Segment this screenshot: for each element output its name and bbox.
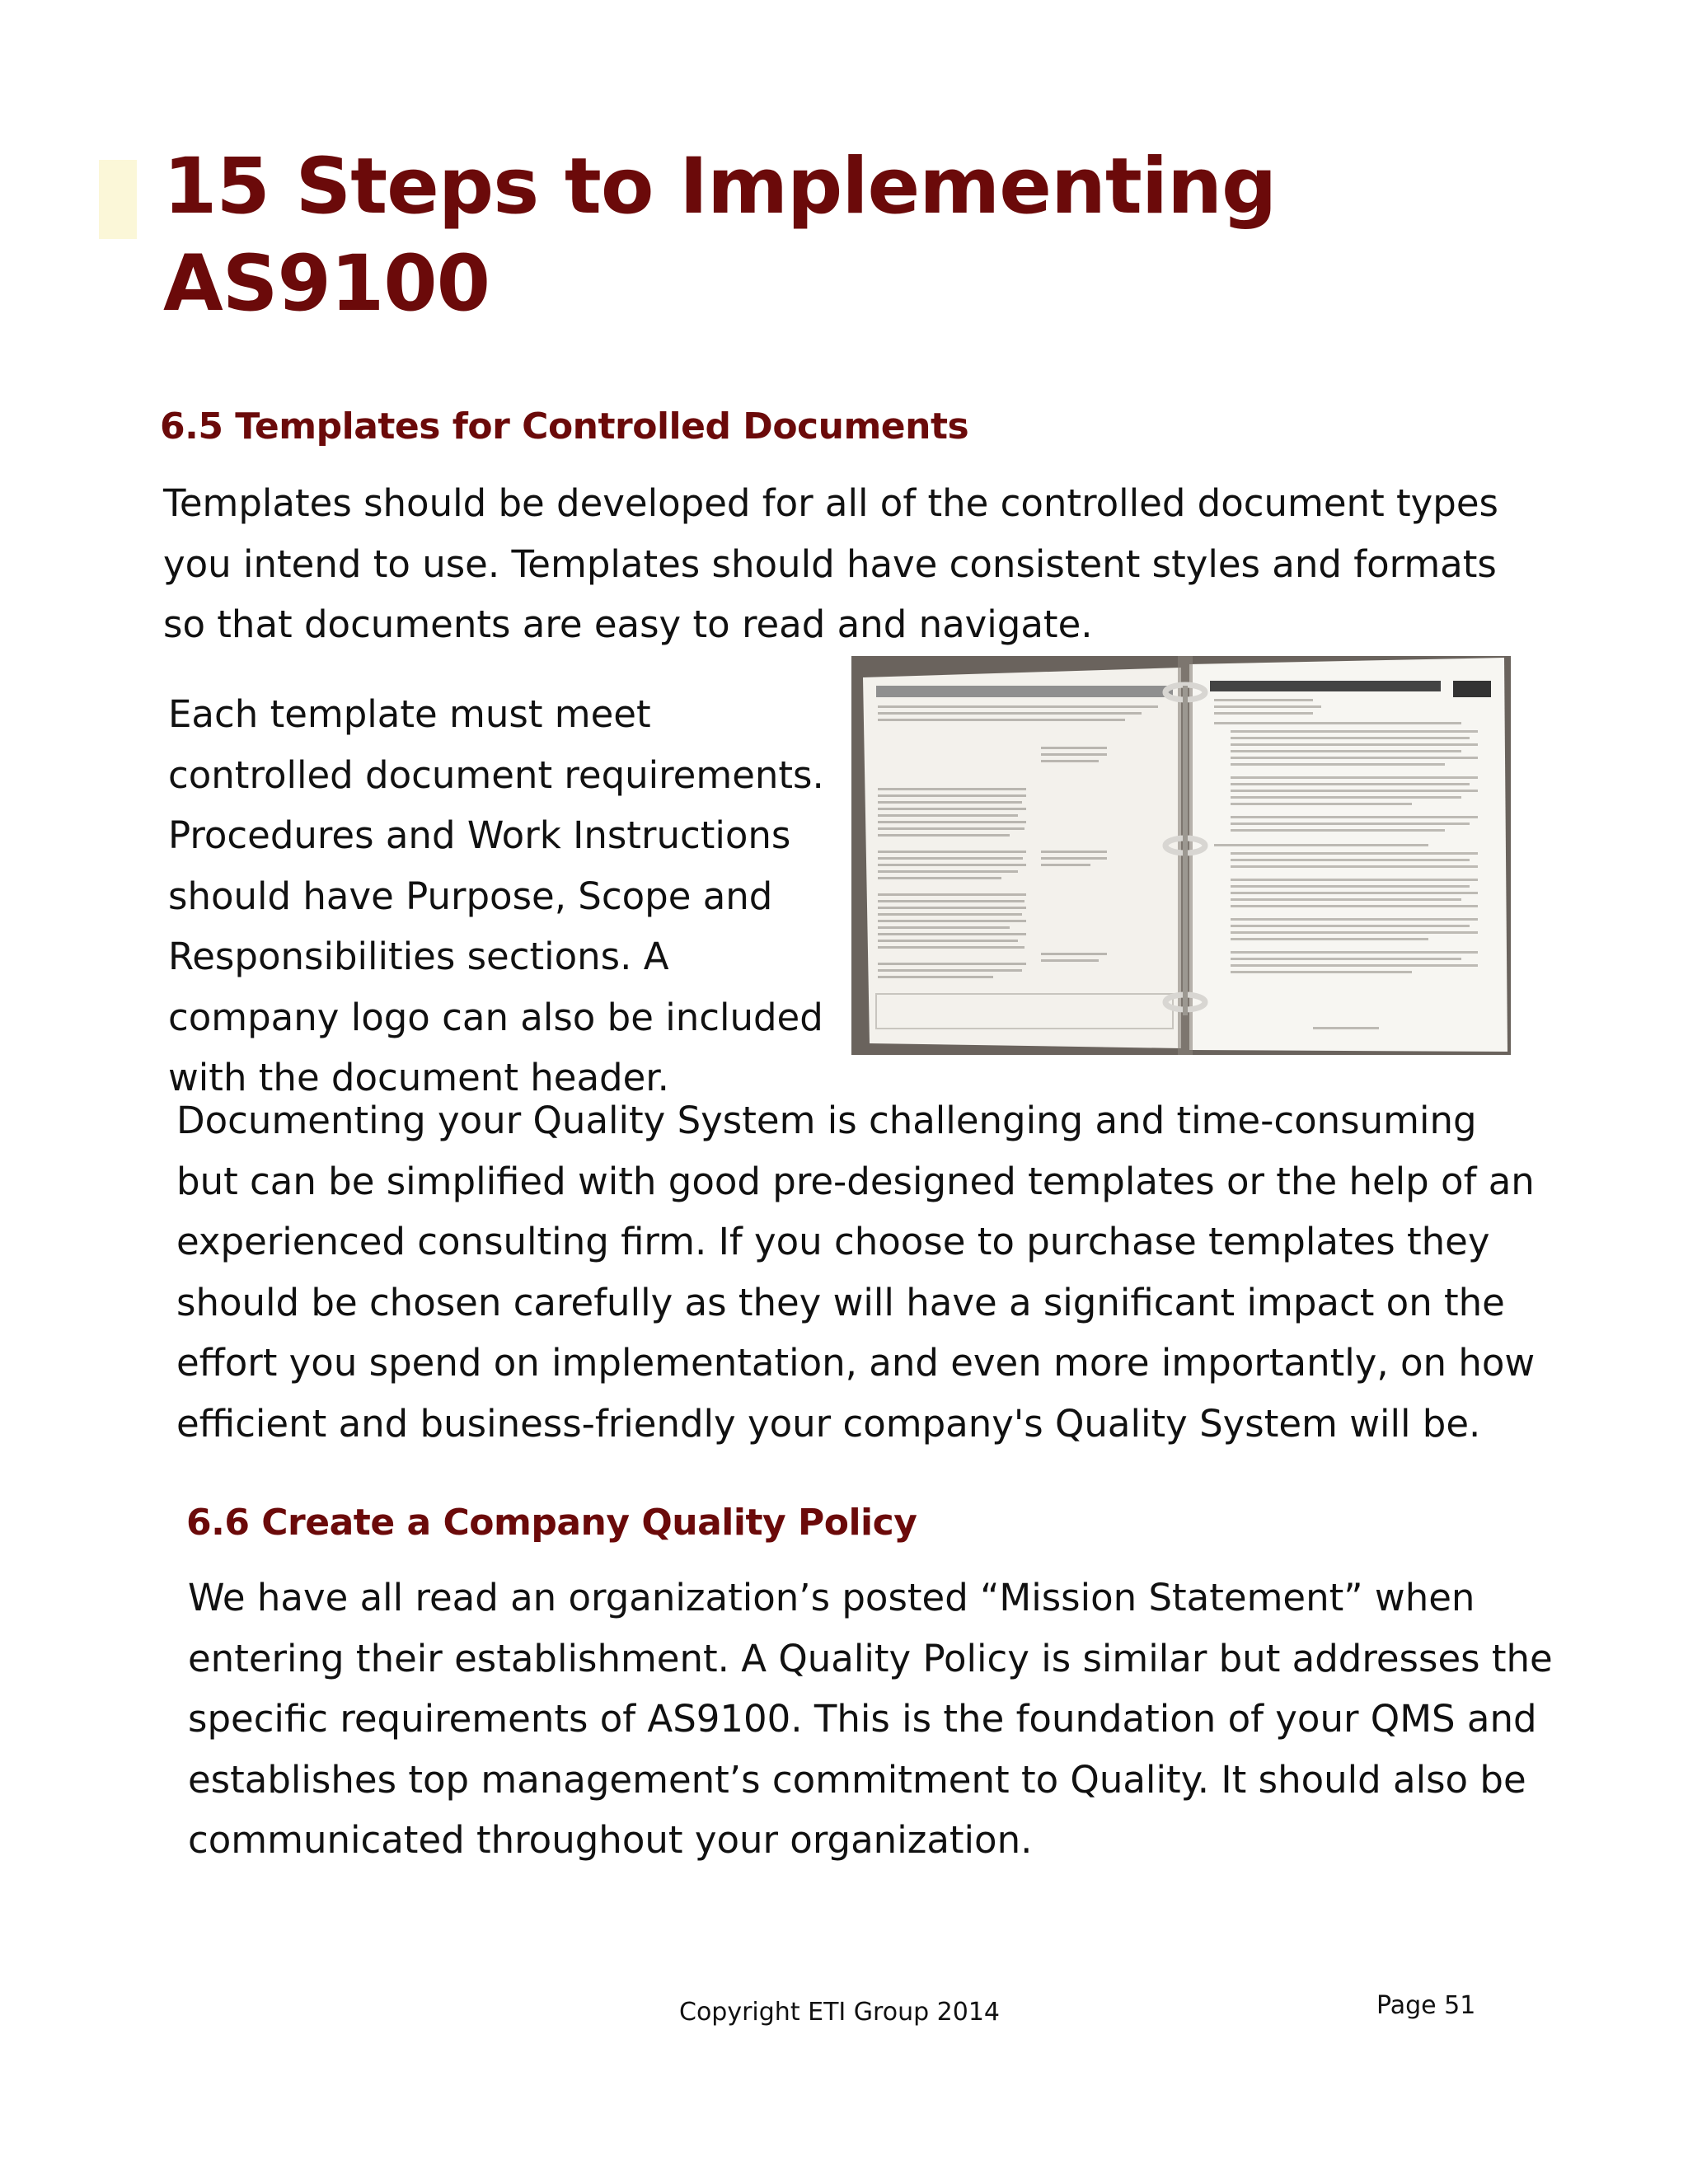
page-title: 15 Steps to Implementing AS9100 (163, 142, 1277, 329)
binder-illustration (851, 656, 1511, 1055)
section-6-5-intro: Templates should be developed for all of the controlled document types you intend to use. Templates should have consistent styles and formats so that documents are easy to read and navigate. (163, 481, 1498, 646)
section-heading-6-5: 6.5 Templates for Controlled Documents (160, 405, 969, 448)
footer-copyright: Copyright ETI Group 2014 (679, 1998, 1001, 2027)
section-heading-6-6: 6.6 Create a Company Quality Policy (186, 1502, 917, 1544)
section-6-6-body: We have all read an organization’s posted “Mission Statement” when entering their establishment. A Quality Policy is similar but addresses the specific requirements of AS9100. This is the foundation of your QMS and establishes top management’s commitment to Quality. It should also be communicated throughout your organization. (188, 1576, 1553, 1862)
section-6-5-body: Documenting your Quality System is challenging and time-consuming but can be simplified with good pre-designed templates or the help of an experienced consulting firm. If you choose to purchase templates they should be chosen carefully as they will have a significant impact on the effort you spend on implementation, and even more importantly, on how efficient and business-friendly your company's Quality System will be. (176, 1099, 1536, 1446)
binder-photo (851, 656, 1511, 1055)
section-6-5-side-text: Each template must meet controlled document requirements. Procedures and Work Instructions should have Purpose, Scope and Responsibilities sections. A company logo can also be included with the document header. (168, 692, 824, 1099)
title-accent-bar (99, 160, 137, 239)
footer-page-number: Page 51 (1376, 1991, 1476, 2020)
